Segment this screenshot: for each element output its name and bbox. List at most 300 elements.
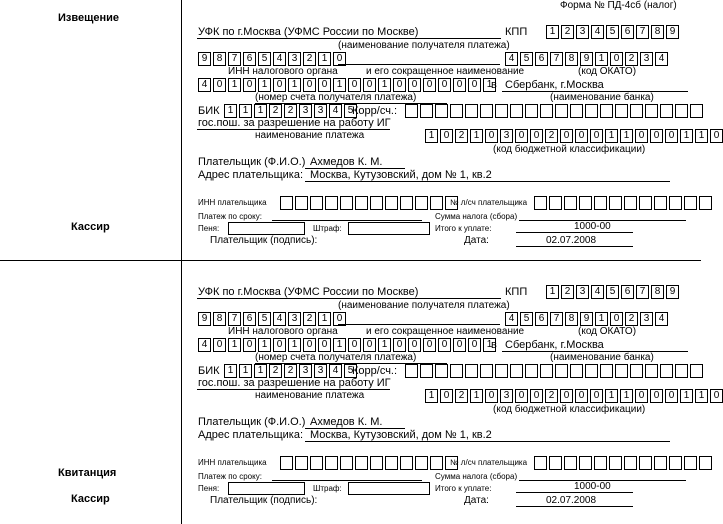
digit-cell: 1: [378, 78, 391, 92]
digit-cell: 0: [363, 338, 376, 352]
payment-slip: [0, 0, 720, 260]
digit-cell: [555, 104, 568, 118]
digit-cell: 4: [329, 364, 342, 378]
digit-cell: [699, 456, 712, 470]
digit-cell: 0: [273, 78, 286, 92]
digit-cell: [585, 104, 598, 118]
digit-cell: [645, 104, 658, 118]
digit-cell: 7: [550, 312, 563, 326]
address-label: Адрес плательщика:: [198, 429, 304, 441]
digit-cell: 1: [239, 104, 252, 118]
payment-purpose: гос.пош. за разрешение на работу ИГ: [198, 117, 391, 129]
digit-cell: [609, 196, 622, 210]
digit-cell: 7: [228, 312, 241, 326]
digit-cell: 0: [610, 52, 623, 66]
digit-cell: [415, 196, 428, 210]
digit-cell: 1: [258, 338, 271, 352]
digit-cell: [555, 364, 568, 378]
digit-cell: 4: [329, 104, 342, 118]
digit-cell: [355, 196, 368, 210]
digit-cell: 0: [303, 338, 316, 352]
digit-cell: 0: [560, 129, 573, 143]
digit-cell: 2: [284, 364, 297, 378]
digit-cell: 0: [423, 338, 436, 352]
digit-cell: [564, 456, 577, 470]
tax-sum-label: Сумма налога (сбора): [435, 472, 518, 481]
bank-caption: (наименование банка): [550, 92, 654, 103]
digit-cell: 0: [440, 129, 453, 143]
digit-cell: 0: [408, 78, 421, 92]
digit-cell: [525, 364, 538, 378]
digit-cell: 0: [515, 389, 528, 403]
digit-cell: 3: [640, 52, 653, 66]
digit-cell: 2: [269, 104, 282, 118]
digit-cell: [579, 196, 592, 210]
digit-cell: [534, 196, 547, 210]
digit-cell: 0: [348, 338, 361, 352]
digit-cell: [480, 364, 493, 378]
digit-cell: 0: [363, 78, 376, 92]
digit-cell: [684, 456, 697, 470]
payer-address: Москва, Кутузовский, дом № 1, кв.2: [310, 429, 492, 441]
digit-cell: [675, 104, 688, 118]
digit-cell: [430, 196, 443, 210]
notice-label: Извещение: [58, 12, 120, 24]
digit-cell: 0: [635, 129, 648, 143]
digit-cell: 2: [545, 129, 558, 143]
digit-cell: 1: [224, 364, 237, 378]
digit-cell: 3: [288, 52, 301, 66]
kbk-cells: [425, 129, 723, 142]
digit-cell: 1: [288, 78, 301, 92]
digit-cell: 4: [655, 312, 668, 326]
address-label: Адрес плательщика:: [198, 169, 304, 181]
digit-cell: [690, 104, 703, 118]
bik-label: БИК: [198, 365, 220, 377]
digit-cell: 0: [590, 129, 603, 143]
signature-label: Плательщик (подпись):: [210, 235, 318, 246]
fine-label: Штраф:: [313, 224, 342, 233]
recipient-caption: (наименование получателя платежа): [338, 300, 510, 311]
digit-cell: [295, 456, 308, 470]
digit-cell: 1: [254, 104, 267, 118]
digit-cell: [325, 456, 338, 470]
recipient-underline: [197, 298, 501, 299]
digit-cell: [534, 456, 547, 470]
digit-cell: 1: [228, 338, 241, 352]
recipient-name: УФК по г.Москва (УФМС России по Москве): [198, 26, 419, 38]
digit-cell: 0: [710, 129, 723, 143]
corr-label: Корр/сч.:: [352, 365, 398, 377]
digit-cell: 2: [625, 312, 638, 326]
digit-cell: [645, 364, 658, 378]
digit-cell: [660, 364, 673, 378]
digit-cell: 0: [590, 389, 603, 403]
bik-cells: [224, 364, 357, 377]
kpp-label: КПП: [505, 26, 528, 38]
digit-cell: [405, 104, 418, 118]
okato-caption: (код ОКАТО): [578, 326, 637, 337]
account-caption: (номер счета получателя платежа): [255, 92, 417, 103]
account-no-label: № л/сч плательщика: [450, 198, 528, 207]
digit-cell: 0: [213, 338, 226, 352]
digit-cell: [690, 364, 703, 378]
digit-cell: 3: [314, 104, 327, 118]
payment-name-caption: наименование платежа: [255, 130, 365, 141]
okato-cells: [505, 312, 668, 325]
digit-cell: 8: [213, 312, 226, 326]
digit-cell: 3: [576, 25, 589, 39]
digit-cell: 9: [580, 52, 593, 66]
digit-cell: 0: [438, 338, 451, 352]
digit-cell: 1: [595, 312, 608, 326]
fine-label: Штраф:: [313, 484, 342, 493]
digit-cell: 1: [546, 25, 559, 39]
digit-cell: 0: [333, 312, 346, 326]
digit-cell: [370, 196, 383, 210]
digit-cell: [400, 196, 413, 210]
digit-cell: [585, 364, 598, 378]
digit-cell: 4: [505, 312, 518, 326]
digit-cell: 1: [605, 389, 618, 403]
digit-cell: 0: [650, 389, 663, 403]
digit-cell: 1: [620, 389, 633, 403]
payer-name: Ахмедов К. М.: [310, 416, 383, 428]
digit-cell: 0: [665, 129, 678, 143]
date-value: 02.07.2008: [546, 495, 597, 506]
account-cells: [198, 338, 496, 351]
corr-label: Корр/сч.:: [352, 105, 398, 117]
fine-box: [348, 482, 430, 495]
inn-name-underline: [338, 324, 500, 325]
bik-cells: [224, 104, 357, 117]
digit-cell: [540, 104, 553, 118]
digit-cell: 8: [651, 25, 664, 39]
digit-cell: [495, 364, 508, 378]
digit-cell: [609, 456, 622, 470]
digit-cell: 8: [213, 52, 226, 66]
digit-cell: 6: [535, 52, 548, 66]
digit-cell: 9: [580, 312, 593, 326]
payer-inn-label: ИНН плательщика: [198, 198, 267, 207]
digit-cell: [540, 364, 553, 378]
digit-cell: 0: [243, 338, 256, 352]
digit-cell: [594, 196, 607, 210]
digit-cell: 1: [680, 389, 693, 403]
bank-name: Сбербанк, г.Москва: [505, 339, 604, 351]
digit-cell: [684, 196, 697, 210]
digit-cell: 9: [198, 52, 211, 66]
digit-cell: [340, 196, 353, 210]
corr-account-cells: [405, 104, 703, 117]
digit-cell: 1: [546, 285, 559, 299]
digit-cell: 1: [258, 78, 271, 92]
recipient-caption: (наименование получателя платежа): [338, 40, 510, 51]
kpp-cells: [546, 25, 679, 38]
digit-cell: 4: [655, 52, 668, 66]
digit-cell: 1: [333, 338, 346, 352]
digit-cell: 1: [425, 389, 438, 403]
due-underline: [272, 480, 422, 481]
penalty-label: Пеня:: [198, 484, 220, 493]
date-label: Дата:: [464, 495, 489, 506]
payer-inn-label: ИНН плательщика: [198, 458, 267, 467]
digit-cell: 0: [243, 78, 256, 92]
digit-cell: 0: [408, 338, 421, 352]
digit-cell: 4: [591, 25, 604, 39]
payer-inn-cells: [280, 196, 458, 209]
date-underline: [516, 506, 633, 507]
digit-cell: 3: [314, 364, 327, 378]
fine-box: [348, 222, 430, 235]
digit-cell: [600, 104, 613, 118]
account-caption: (номер счета получателя платежа): [255, 352, 417, 363]
digit-cell: [450, 364, 463, 378]
digit-cell: [525, 104, 538, 118]
payer-label: Плательщик (Ф.И.О.): [198, 156, 306, 168]
digit-cell: [495, 104, 508, 118]
inn-caption: ИНН налогового органа: [228, 66, 338, 77]
digit-cell: 5: [606, 25, 619, 39]
recipient-underline: [197, 38, 501, 39]
account-no-label: № л/сч плательщика: [450, 458, 528, 467]
digit-cell: 5: [520, 312, 533, 326]
inn-name-underline: [338, 64, 500, 65]
digit-cell: 2: [455, 389, 468, 403]
notice-section: [0, 0, 720, 260]
penalty-box: [228, 222, 305, 235]
digit-cell: 6: [243, 312, 256, 326]
bik-label: БИК: [198, 105, 220, 117]
digit-cell: 4: [505, 52, 518, 66]
in-label: в: [491, 339, 497, 351]
digit-cell: 7: [550, 52, 563, 66]
digit-cell: 0: [485, 389, 498, 403]
digit-cell: [415, 456, 428, 470]
digit-cell: [660, 104, 673, 118]
digit-cell: [615, 364, 628, 378]
digit-cell: [385, 196, 398, 210]
payer-address: Москва, Кутузовский, дом № 1, кв.2: [310, 169, 492, 181]
digit-cell: 5: [520, 52, 533, 66]
digit-cell: 0: [665, 389, 678, 403]
date-label: Дата:: [464, 235, 489, 246]
digit-cell: 0: [393, 338, 406, 352]
digit-cell: [669, 456, 682, 470]
digit-cell: [370, 456, 383, 470]
digit-cell: 4: [591, 285, 604, 299]
digit-cell: 0: [575, 129, 588, 143]
digit-cell: 2: [269, 364, 282, 378]
digit-cell: 2: [545, 389, 558, 403]
due-label: Платеж по сроку:: [198, 212, 262, 221]
digit-cell: 0: [468, 338, 481, 352]
digit-cell: [699, 196, 712, 210]
bank-caption: (наименование банка): [550, 352, 654, 363]
payer-name: Ахмедов К. М.: [310, 156, 383, 168]
digit-cell: 0: [530, 389, 543, 403]
digit-cell: 0: [530, 129, 543, 143]
digit-cell: 3: [576, 285, 589, 299]
digit-cell: 1: [224, 104, 237, 118]
digit-cell: 3: [640, 312, 653, 326]
digit-cell: [450, 104, 463, 118]
digit-cell: 9: [666, 25, 679, 39]
okato-caption: (код ОКАТО): [578, 66, 637, 77]
digit-cell: 2: [284, 104, 297, 118]
digit-cell: [420, 104, 433, 118]
digit-cell: [420, 364, 433, 378]
digit-cell: 1: [620, 129, 633, 143]
digit-cell: 0: [610, 312, 623, 326]
digit-cell: 0: [485, 129, 498, 143]
digit-cell: 1: [470, 129, 483, 143]
digit-cell: 3: [299, 104, 312, 118]
digit-cell: 0: [348, 78, 361, 92]
account-no-cells: [534, 196, 712, 209]
signature-label: Плательщик (подпись):: [210, 495, 318, 506]
digit-cell: 1: [470, 389, 483, 403]
digit-cell: 5: [258, 312, 271, 326]
corr-account-cells: [405, 364, 703, 377]
digit-cell: 0: [453, 338, 466, 352]
kbk-cells: [425, 389, 723, 402]
digit-cell: 0: [575, 389, 588, 403]
digit-cell: [325, 196, 338, 210]
digit-cell: [400, 456, 413, 470]
digit-cell: 1: [695, 389, 708, 403]
digit-cell: [430, 456, 443, 470]
digit-cell: 2: [455, 129, 468, 143]
digit-cell: [465, 104, 478, 118]
digit-cell: [549, 196, 562, 210]
payment-name-caption: наименование платежа: [255, 390, 365, 401]
digit-cell: [340, 456, 353, 470]
digit-cell: 0: [423, 78, 436, 92]
payer-label: Плательщик (Ф.И.О.): [198, 416, 306, 428]
inn-caption: ИНН налогового органа: [228, 326, 338, 337]
digit-cell: 5: [344, 364, 357, 378]
digit-cell: 8: [651, 285, 664, 299]
digit-cell: [624, 196, 637, 210]
digit-cell: 6: [535, 312, 548, 326]
cashier-label-top: Кассир: [71, 221, 110, 233]
digit-cell: 1: [695, 129, 708, 143]
digit-cell: [570, 364, 583, 378]
digit-cell: [280, 196, 293, 210]
digit-cell: [624, 456, 637, 470]
in-label: в: [491, 79, 497, 91]
digit-cell: 2: [561, 285, 574, 299]
bank-name: Сбербанк, г.Москва: [505, 79, 604, 91]
digit-cell: 9: [666, 285, 679, 299]
inn-cells: [198, 52, 346, 65]
address-underline: [305, 441, 670, 442]
digit-cell: 0: [273, 338, 286, 352]
kbk-caption: (код бюджетной классификации): [493, 404, 646, 415]
digit-cell: [435, 104, 448, 118]
digit-cell: 0: [213, 78, 226, 92]
account-no-cells: [534, 456, 712, 469]
receipt-label: Квитанция: [58, 467, 117, 479]
digit-cell: 0: [650, 129, 663, 143]
digit-cell: 1: [425, 129, 438, 143]
digit-cell: 3: [500, 389, 513, 403]
digit-cell: 1: [605, 129, 618, 143]
digit-cell: [549, 456, 562, 470]
digit-cell: [510, 364, 523, 378]
digit-cell: 2: [561, 25, 574, 39]
digit-cell: 9: [198, 312, 211, 326]
penalty-label: Пеня:: [198, 224, 220, 233]
due-label: Платеж по сроку:: [198, 472, 262, 481]
digit-cell: [385, 456, 398, 470]
digit-cell: 0: [635, 389, 648, 403]
payment-purpose: гос.пош. за разрешение на работу ИГ: [198, 377, 391, 389]
digit-cell: 1: [288, 338, 301, 352]
digit-cell: [669, 196, 682, 210]
digit-cell: [310, 456, 323, 470]
digit-cell: 1: [318, 52, 331, 66]
digit-cell: 0: [333, 52, 346, 66]
due-underline: [272, 220, 422, 221]
digit-cell: 4: [273, 312, 286, 326]
digit-cell: 1: [228, 78, 241, 92]
digit-cell: [600, 364, 613, 378]
and-name-caption: и его сокращенное наименование: [366, 66, 525, 77]
digit-cell: 7: [636, 285, 649, 299]
total-label: Итого к уплате:: [435, 224, 492, 233]
digit-cell: [639, 456, 652, 470]
digit-cell: 1: [483, 338, 496, 352]
digit-cell: [654, 456, 667, 470]
digit-cell: 3: [299, 364, 312, 378]
digit-cell: 1: [483, 78, 496, 92]
digit-cell: 0: [560, 389, 573, 403]
payer-inn-cells: [280, 456, 458, 469]
payment-slip: [0, 260, 720, 520]
digit-cell: 4: [273, 52, 286, 66]
digit-cell: [295, 196, 308, 210]
digit-cell: [654, 196, 667, 210]
digit-cell: 1: [378, 338, 391, 352]
digit-cell: 1: [595, 52, 608, 66]
total-value: 1000-00: [574, 481, 611, 492]
form-title: Форма № ПД-4сб (налог): [560, 0, 677, 11]
digit-cell: 0: [440, 389, 453, 403]
digit-cell: 5: [344, 104, 357, 118]
total-label: Итого к уплате:: [435, 484, 492, 493]
digit-cell: [675, 364, 688, 378]
total-underline: [516, 492, 633, 493]
digit-cell: 0: [710, 389, 723, 403]
digit-cell: [594, 456, 607, 470]
digit-cell: 6: [621, 285, 634, 299]
digit-cell: 4: [198, 338, 211, 352]
kpp-label: КПП: [505, 286, 528, 298]
digit-cell: [480, 104, 493, 118]
digit-cell: [355, 456, 368, 470]
digit-cell: [639, 196, 652, 210]
recipient-name: УФК по г.Москва (УФМС России по Москве): [198, 286, 419, 298]
digit-cell: 3: [288, 312, 301, 326]
digit-cell: 1: [333, 78, 346, 92]
digit-cell: 0: [515, 129, 528, 143]
kbk-caption: (код бюджетной классификации): [493, 144, 646, 155]
digit-cell: 1: [254, 364, 267, 378]
digit-cell: [630, 104, 643, 118]
digit-cell: 0: [318, 78, 331, 92]
